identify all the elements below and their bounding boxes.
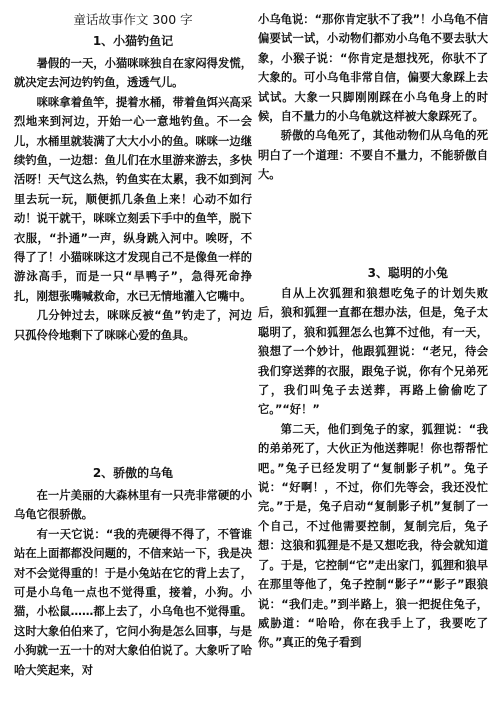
story-2-continued (258, 10, 488, 185)
doc-title-block (14, 10, 252, 29)
story-1-title: 1、小猫钓鱼记 (92, 34, 174, 48)
story-2-paragraph-1: 在一片美丽的大森林里有一只壳非常硬的小乌龟它很骄傲。 (14, 489, 252, 522)
story-2-paragraph-2-continued: 小乌龟说：“那你肯定驮不了我”！小乌龟不信偏要试一试，小动物们都劝小乌龟不要去驮大象，小猴子说：“你肯定是想找死，你驮不了大象的。可小乌龟非常自信，偏要大象踩上去试试。大象一只脚刚刚踩在小乌龟身上的时候，自不量力的小乌龟就这样被大象踩死了。 (258, 13, 488, 124)
story-3-title: 3、聪明的小兔 (367, 266, 448, 280)
story-3-body (258, 284, 488, 653)
story-2-paragraph-2: 有一天它说：“我的壳硬得不得了，不管谁站在上面都都没问题的，不信来站一下，我是决对不会觉得重的！于是小兔站在它的背上去了，可是小乌龟一点也不觉得重，接着，小狗。小猫，小松鼠……都上去了，小乌龟也不觉得重。这时大象伯伯来了，它问小狗是怎么回事，与是小狗就一五一十的对大象伯伯说了。大象听了哈哈大笑起来，对 (14, 527, 252, 677)
story-2-paragraph-3: 骄傲的乌龟死了，其他动物们从乌龟的死明白了一个道理：不要自不量力，不能骄傲自大。 (258, 129, 488, 182)
story-2-title-block (14, 464, 252, 483)
story-1-paragraph-3: 几分钟过去，咪咪反被“鱼”钓走了，河边只孤伶伶地剩下了咪咪心爱的鱼具。 (14, 309, 252, 342)
story-3-title-block (258, 264, 488, 283)
story-3-paragraph-2: 第二天，他们到兔子的家，狐狸说：“我的弟弟死了，大伙正为他送葬呢！你也帮帮忙吧。”兔子已经发明了“复制影子机”。兔子说：“好啊！，不过，你们先等会，我还没忙完。”于是，兔子启动“复制影子机”复制了一个自己，不过他需要控制，复制完后，兔子想：这狼和狐狸是不是又想吃我，待会就知道了。于是，它控制“它”走出家门，狐狸和狼早在那里等他了，兔子控制“影子”“影子”跟狼说：“我们走。”到半路上，狼一把捉住兔子，威胁道：“哈哈，你在我手上了，我要吃了你。”真正的兔子看到 (258, 422, 488, 650)
document-title: 童话故事作文 300 字 (73, 12, 193, 27)
story-2-body (14, 486, 252, 680)
story-3-paragraph-1: 自从上次狐狸和狼想吃兔子的计划失败后，狼和狐狸一直都在想办法，但是，兔子太聪明了，狼和狐狸怎么也算不过他，有一天，狼想了一个妙计，他跟狐狸说：“老兄，待会我们穿送葬的衣服，跟兔子说，你有个兄弟死了，我们叫兔子去送葬，再路上偷偷吃了它。”“好！” (258, 287, 488, 417)
story-1-paragraph-1: 暑假的一天，小猫咪咪独自在家闷得发慌，就决定去河边钓钓鱼，透透气儿。 (14, 57, 252, 90)
story-2-title: 2、骄傲的乌龟 (92, 466, 174, 480)
story-1-title-block (14, 32, 252, 51)
story-1-paragraph-2: 咪咪拿着鱼竿，提着水桶，带着鱼饵兴高采烈地来到河边，开始一心一意地钓鱼。不一会儿，水桶里就装满了大大小小的鱼。咪咪一边继续钓鱼，一边想：鱼儿们在水里游来游去，多快活呀！天气这么热，钓鱼实在太累，我不如到河里去玩一玩，顺便抓几条鱼上来！心动不如行动！说干就干，咪咪立刻丢下手中的鱼竿，脱下衣服，“扑通”一声，纵身跳入河中。唉呀，不得了了！小猫咪咪这才发现自己不是像鱼一样的游泳高手，而是一只“旱鸭子”，急得死命挣扎，刚想张嘴喊救命，水已无情地灌入它嘴中。 (14, 95, 252, 303)
story-1-body (14, 54, 252, 345)
